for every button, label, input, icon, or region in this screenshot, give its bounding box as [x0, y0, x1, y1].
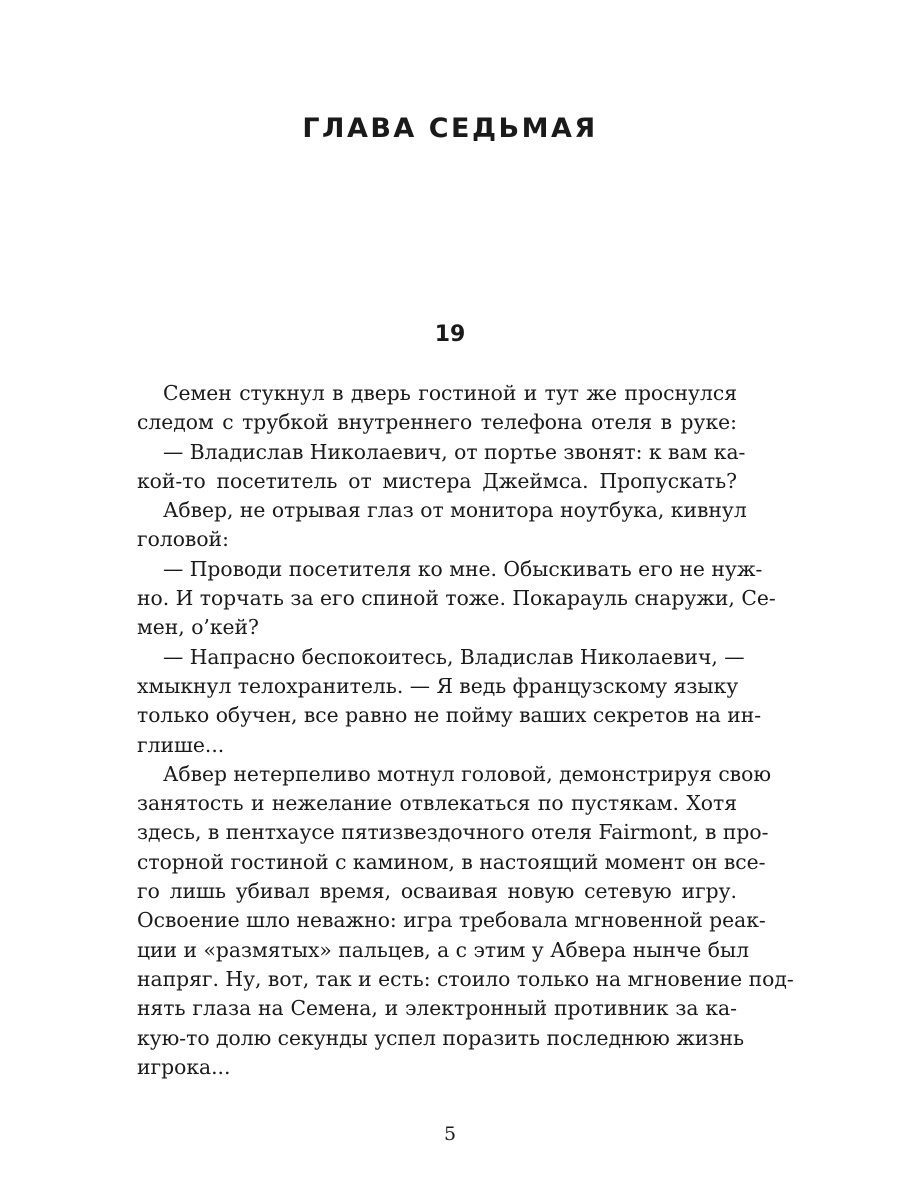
text-line: глише...	[137, 732, 225, 757]
text-line: кую-то долю секунды успел поразить последнюю жизнь	[137, 1025, 745, 1050]
text-line: ции и «размятых» пальцев, а с этим у Абвера нынче был	[137, 937, 749, 962]
text-line: Абвер нетерпеливо мотнул головой, демонстрируя свою	[163, 761, 771, 786]
text-line: — Напрасно беспокоитесь, Владислав Николаевич, —	[163, 644, 745, 669]
text-line: сторной гостиной с камином, в настоящий момент он все-	[137, 849, 766, 874]
body-text	[137, 379, 794, 1082]
text-line: напряг. Ну, вот, так и есть: стоило только на мгновение под-	[137, 966, 794, 991]
text-line: только обучен, все равно не пойму ваших секретов на ин-	[137, 703, 762, 728]
text-line: следом с трубкой внутреннего телефона отеля в руке:	[137, 410, 737, 435]
text-line: — Владислав Николаевич, от портье звонят: к вам ка-	[163, 439, 746, 464]
text-line: кой-то посетитель от мистера Джеймса. Пропускать?	[137, 468, 737, 493]
text-line: — Проводи посетителя ко мне. Обыскивать его не нуж-	[163, 556, 763, 581]
text-line: Освоение шло неважно: игра требовала мгновенной реак-	[137, 908, 766, 933]
text-line: Семен стукнул в дверь гостиной и тут же проснулся	[163, 381, 737, 405]
section-number: 19	[434, 322, 466, 347]
text-line: игрока...	[137, 1054, 231, 1079]
text-line: мен, о’кей?	[137, 615, 259, 640]
text-line: здесь, в пентхаусе пятизвездочного отеля Fairmont, в про-	[137, 820, 769, 845]
text-line: но. И торчать за его спиной тоже. Покарауль снаружи, Се-	[137, 586, 776, 611]
text-line: нять глаза на Семена, и электронный противник за ка-	[137, 996, 737, 1021]
text-line: хмыкнул телохранитель. — Я ведь французскому языку	[137, 673, 739, 698]
page-number: 5	[443, 1123, 457, 1145]
text-line: занятость и нежелание отвлекаться по пустякам. Хотя	[137, 791, 737, 816]
text-line: головой:	[137, 527, 229, 552]
text-line: го лишь убивал время, осваивая новую сетевую игру.	[137, 879, 737, 904]
chapter-title: ГЛАВА СЕДЬМАЯ	[302, 113, 598, 144]
text-line: Абвер, не отрывая глаз от монитора ноутбука, кивнул	[163, 498, 747, 523]
